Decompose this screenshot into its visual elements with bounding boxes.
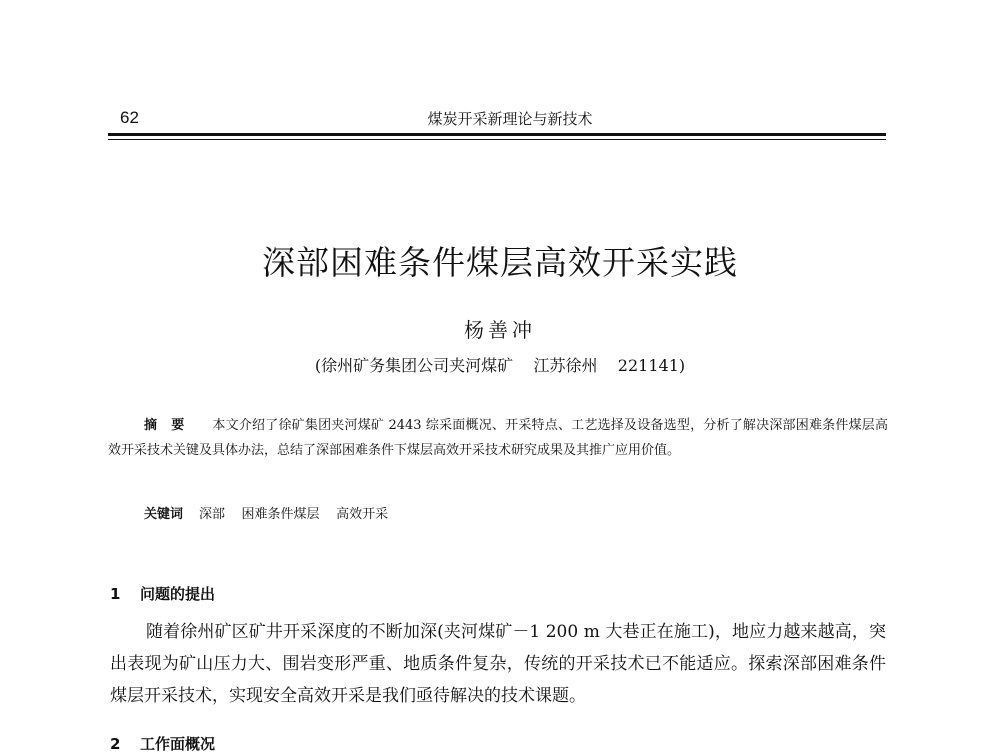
section-number: 1 (110, 585, 121, 603)
page-number: 62 (120, 108, 139, 127)
header-rule-thick (108, 133, 886, 136)
abstract (108, 413, 888, 463)
article-title: 深部困难条件煤层高效开采实践 (262, 243, 738, 282)
section-heading-1 (110, 583, 215, 604)
keywords-label: 关键词 (144, 507, 184, 522)
header-rule-thin (108, 139, 886, 140)
author-affiliation: (徐州矿务集团公司夹河煤矿 江苏徐州 221141) (314, 356, 686, 375)
section-title: 问题的提出 (140, 585, 216, 603)
keywords-text: 深部 困难条件煤层 高效开采 (199, 507, 389, 522)
running-header: 煤炭开采新理论与新技术 (427, 110, 593, 128)
section-heading-2 (110, 733, 215, 754)
section-1-paragraph: 随着徐州矿区矿井开采深度的不断加深(夹河煤矿－1 200 m 大巷正在施工)，地应力越来越高，突出表现为矿山压力大、围岩变形严重、地质条件复杂，传统的开采技术已不能适应。探索深部困难条件煤层开采技术，实现安全高效开采是我们亟待解决的技术课题。 (110, 622, 886, 706)
keywords (144, 503, 388, 522)
abstract-text: 本文介绍了徐矿集团夹河煤矿 2443 综采面概况、开采特点、工艺选择及设备选型，分析了解决深部困难条件煤层高效开采技术关键及具体办法，总结了深部困难条件下煤层高效开采技术研究成果及其推广应用价值。 (108, 418, 888, 458)
author-name: 杨善冲 (464, 318, 536, 342)
section-number: 2 (110, 735, 121, 753)
abstract-label: 摘要 (144, 418, 199, 433)
section-title: 工作面概况 (140, 735, 216, 753)
